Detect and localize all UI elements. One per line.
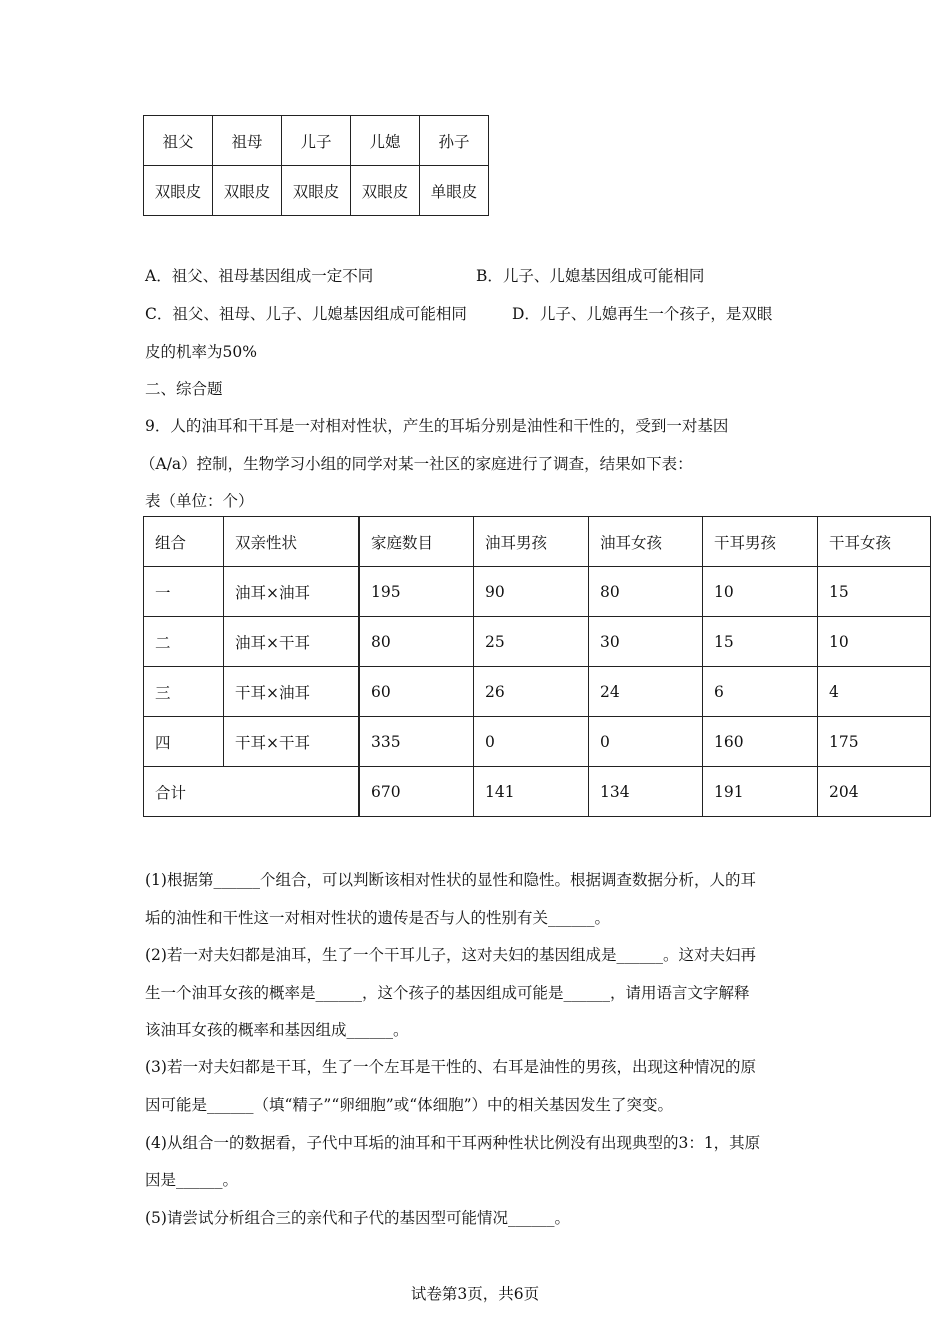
table-header-cell: 组合 <box>144 517 224 567</box>
table-header-cell: 干耳女孩 <box>818 517 931 567</box>
table-header-cell: 孙子 <box>420 116 489 166</box>
table-cell: 195 <box>359 567 474 617</box>
table-cell: 双眼皮 <box>213 166 282 216</box>
table-cell: 26 <box>474 667 589 717</box>
table-header-cell: 儿子 <box>282 116 351 166</box>
table-cell: 30 <box>589 617 703 667</box>
table-cell: 4 <box>818 667 931 717</box>
table-cell: 油耳×干耳 <box>224 617 360 667</box>
table-cell: 670 <box>359 767 474 817</box>
table-cell: 0 <box>589 717 703 767</box>
subquestion-2-line-2: 生一个油耳女孩的概率是______，这个孩子的基因组成可能是______，请用语言文字解释 <box>145 984 750 1002</box>
table-cell: 25 <box>474 617 589 667</box>
option-a: A．祖父、祖母基因组成一定不同 <box>145 267 374 285</box>
table-cell: 合计 <box>144 767 360 817</box>
table-cell: 335 <box>359 717 474 767</box>
table-header-cell: 油耳男孩 <box>474 517 589 567</box>
table-row <box>144 567 931 617</box>
table-header-cell: 干耳男孩 <box>703 517 818 567</box>
subquestion-1-line-1: (1)根据第______个组合，可以判断该相对性状的显性和隐性。根据调查数据分析，人的耳 <box>145 871 756 889</box>
subquestion-3-line-2: 因可能是______（填“精子”“卵细胞”或“体细胞”）中的相关基因发生了突变。 <box>145 1096 674 1114</box>
table-cell: 干耳×干耳 <box>224 717 360 767</box>
table-header-cell: 油耳女孩 <box>589 517 703 567</box>
table-total-row <box>144 767 931 817</box>
table-cell: 一 <box>144 567 224 617</box>
subquestion-4-line-1: (4)从组合一的数据看，子代中耳垢的油耳和干耳两种性状比例没有出现典型的3：1，其原 <box>145 1134 761 1152</box>
option-c: C．祖父、祖母、儿子、儿媳基因组成可能相同 <box>145 305 467 323</box>
option-d: D．儿子、儿媳再生一个孩子，是双眼 <box>512 305 773 323</box>
table-cell: 191 <box>703 767 818 817</box>
table-cell: 10 <box>703 567 818 617</box>
table-row <box>144 166 489 216</box>
table-cell: 134 <box>589 767 703 817</box>
table-cell: 双眼皮 <box>282 166 351 216</box>
question-stem-line-2: （A/a）控制，生物学习小组的同学对某一社区的家庭进行了调查，结果如下表： <box>140 455 693 473</box>
survey-table <box>143 516 931 817</box>
table-cell: 双眼皮 <box>351 166 420 216</box>
table-header-cell: 儿媳 <box>351 116 420 166</box>
table-cell: 四 <box>144 717 224 767</box>
table-row <box>144 717 931 767</box>
table-cell: 干耳×油耳 <box>224 667 360 717</box>
table-cell: 6 <box>703 667 818 717</box>
table-cell: 175 <box>818 717 931 767</box>
subquestion-4-line-2: 因是______。 <box>145 1171 239 1189</box>
subquestion-2-line-3: 该油耳女孩的概率和基因组成______。 <box>145 1021 409 1039</box>
table-cell: 141 <box>474 767 589 817</box>
table-cell: 90 <box>474 567 589 617</box>
table-cell: 24 <box>589 667 703 717</box>
table-cell: 单眼皮 <box>420 166 489 216</box>
table-cell: 二 <box>144 617 224 667</box>
table-row <box>144 667 931 717</box>
option-b: B．儿子、儿媳基因组成可能相同 <box>476 267 705 285</box>
subquestion-5-line-1: (5)请尝试分析组合三的亲代和子代的基因型可能情况______。 <box>145 1209 570 1227</box>
table-cell: 10 <box>818 617 931 667</box>
table-cell: 三 <box>144 667 224 717</box>
subquestion-3-line-1: (3)若一对夫妇都是干耳，生了一个左耳是干性的、右耳是油性的男孩，出现这种情况的原 <box>145 1058 756 1076</box>
table-row <box>144 617 931 667</box>
table-cell: 15 <box>818 567 931 617</box>
table-header-cell: 家庭数目 <box>359 517 474 567</box>
table-cell: 0 <box>474 717 589 767</box>
table-header-cell: 双亲性状 <box>224 517 360 567</box>
option-d-continued: 皮的机率为50% <box>145 343 257 361</box>
table-cell: 80 <box>589 567 703 617</box>
subquestion-1-line-2: 垢的油性和干性这一对相对性状的遗传是否与人的性别有关______。 <box>145 909 611 927</box>
section-title: 二、综合题 <box>145 380 223 398</box>
question-stem-line-1: 9．人的油耳和干耳是一对相对性状，产生的耳垢分别是油性和干性的，受到一对基因 <box>145 417 729 435</box>
table-cell: 80 <box>359 617 474 667</box>
table-row <box>144 116 489 166</box>
table-cell: 15 <box>703 617 818 667</box>
table-cell: 双眼皮 <box>144 166 213 216</box>
table-cell: 油耳×油耳 <box>224 567 360 617</box>
family-traits-table <box>143 115 489 216</box>
table-caption: 表（单位：个） <box>145 492 254 510</box>
table-cell: 204 <box>818 767 931 817</box>
table-header-row <box>144 517 931 567</box>
subquestion-2-line-1: (2)若一对夫妇都是油耳，生了一个干耳儿子，这对夫妇的基因组成是______。这对夫妇再 <box>145 946 756 964</box>
table-cell: 60 <box>359 667 474 717</box>
table-header-cell: 祖母 <box>213 116 282 166</box>
page-footer: 试卷第3页，共6页 <box>410 1285 540 1303</box>
table-cell: 160 <box>703 717 818 767</box>
table-header-cell: 祖父 <box>144 116 213 166</box>
